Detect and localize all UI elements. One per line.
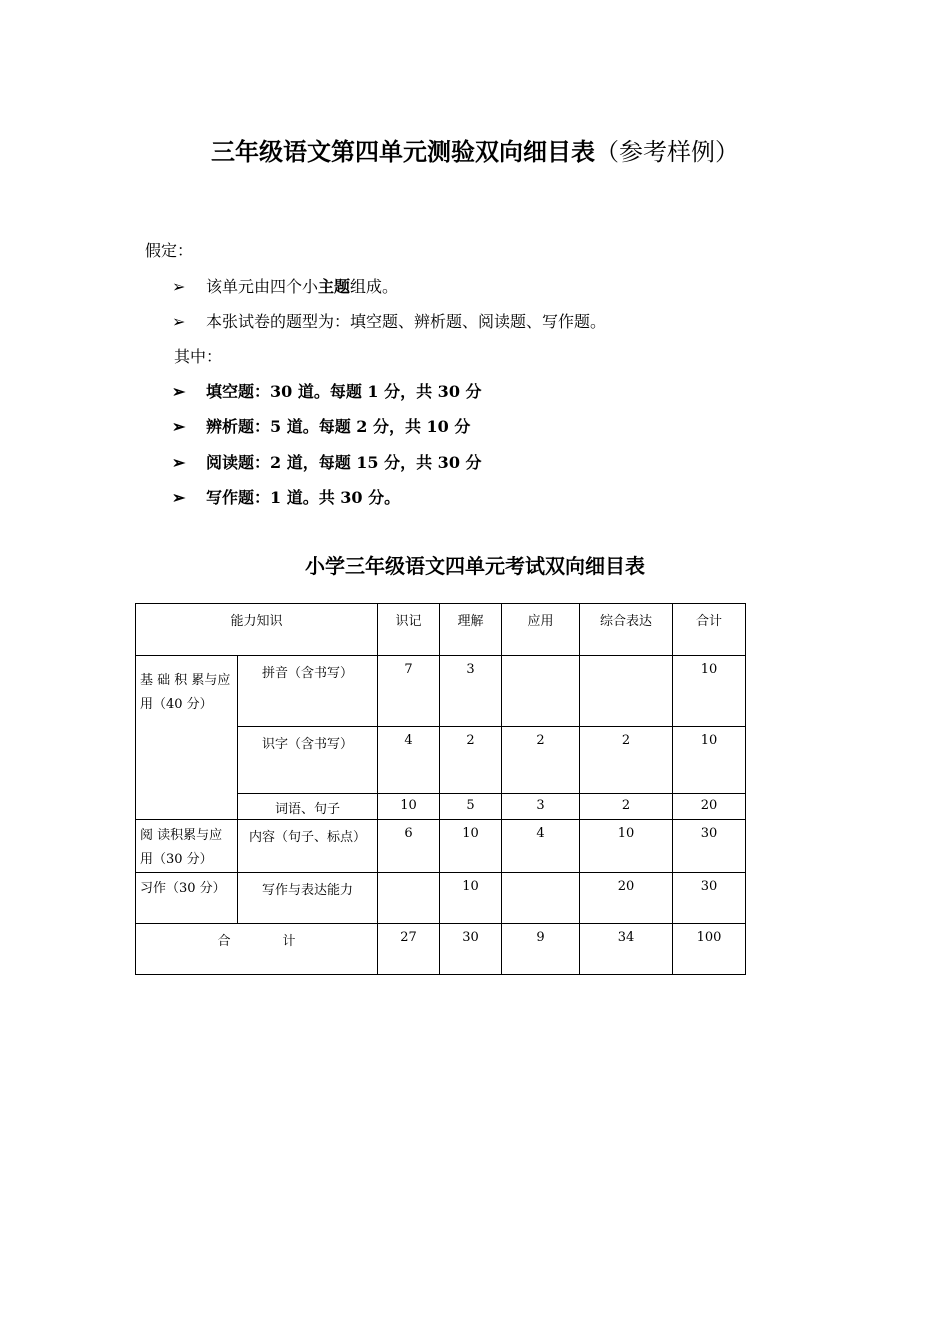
document-title — [0, 132, 950, 167]
value-cell — [580, 656, 673, 727]
bullet-arrow-icon: ➢ — [172, 382, 186, 401]
header-cell: 综合表达 — [580, 604, 673, 656]
header-cell: 合计 — [673, 604, 746, 656]
group-cell: 习作（30 分） — [136, 873, 238, 924]
value-cell: 20 — [673, 794, 746, 820]
value-cell: 7 — [378, 656, 440, 727]
table-header-row — [136, 604, 746, 656]
bullet-arrow-icon: ➢ — [172, 277, 186, 296]
table-row — [136, 873, 746, 924]
among-label: 其中： — [174, 347, 223, 366]
value-cell: 4 — [378, 727, 440, 794]
total-label-cell: 合 计 — [136, 924, 378, 975]
total-value-cell: 30 — [440, 924, 502, 975]
detail-table — [135, 603, 746, 975]
table-row — [136, 820, 746, 873]
value-cell: 30 — [673, 873, 746, 924]
detail-item: ➢ 写作题：1 道。共 30 分。 — [172, 488, 401, 507]
value-cell: 3 — [502, 794, 580, 820]
value-cell: 10 — [580, 820, 673, 873]
value-cell: 3 — [440, 656, 502, 727]
group-cell: 阅 读积累与应用（30 分） — [136, 820, 238, 873]
value-cell: 2 — [502, 727, 580, 794]
total-value-cell: 34 — [580, 924, 673, 975]
total-value-cell: 100 — [673, 924, 746, 975]
item-cell: 词语、句子 — [238, 794, 378, 820]
value-cell: 2 — [580, 727, 673, 794]
assumption-label: 假定： — [145, 241, 194, 260]
value-cell: 2 — [440, 727, 502, 794]
value-cell: 10 — [440, 820, 502, 873]
value-cell — [502, 656, 580, 727]
detail-item: ➢ 阅读题：2 道，每题 15 分，共 30 分 — [172, 453, 482, 472]
header-cell: 理解 — [440, 604, 502, 656]
header-cell: 应用 — [502, 604, 580, 656]
bullet-arrow-icon: ➢ — [172, 312, 186, 331]
value-cell: 2 — [580, 794, 673, 820]
table-title: 小学三年级语文四单元考试双向细目表 — [305, 554, 645, 578]
title-sub: （参考样例） — [595, 138, 739, 166]
detail-item: ➢ 填空题：30 道。每题 1 分，共 30 分 — [172, 382, 482, 401]
assumption-item: ➢ 该单元由四个小主题组成。 — [172, 277, 399, 296]
bullet-arrow-icon: ➢ — [172, 453, 186, 472]
title-main: 三年级语文第四单元测验双向细目表 — [211, 138, 595, 166]
value-cell: 10 — [673, 656, 746, 727]
value-cell — [502, 873, 580, 924]
value-cell: 10 — [673, 727, 746, 794]
item-cell: 写作与表达能力 — [238, 873, 378, 924]
total-value-cell: 9 — [502, 924, 580, 975]
value-cell: 30 — [673, 820, 746, 873]
value-cell: 20 — [580, 873, 673, 924]
item-cell: 拼音（含书写） — [238, 656, 378, 727]
item-cell: 识字（含书写） — [238, 727, 378, 794]
item-cell: 内容（句子、标点） — [238, 820, 378, 873]
value-cell: 10 — [378, 794, 440, 820]
assumption-item: ➢ 本张试卷的题型为：填空题、辨析题、阅读题、写作题。 — [172, 312, 607, 331]
header-cell: 识记 — [378, 604, 440, 656]
bullet-arrow-icon: ➢ — [172, 417, 186, 436]
total-value-cell: 27 — [378, 924, 440, 975]
table-total-row — [136, 924, 746, 975]
table-row — [136, 656, 746, 727]
value-cell: 6 — [378, 820, 440, 873]
bullet-arrow-icon: ➢ — [172, 488, 186, 507]
detail-item: ➢ 辨析题：5 道。每题 2 分，共 10 分 — [172, 417, 471, 436]
value-cell: 10 — [440, 873, 502, 924]
value-cell: 4 — [502, 820, 580, 873]
group-cell: 基 础 积 累与应用（40 分） — [136, 656, 238, 820]
value-cell — [378, 873, 440, 924]
header-cell: 能力知识 — [136, 604, 378, 656]
value-cell: 5 — [440, 794, 502, 820]
